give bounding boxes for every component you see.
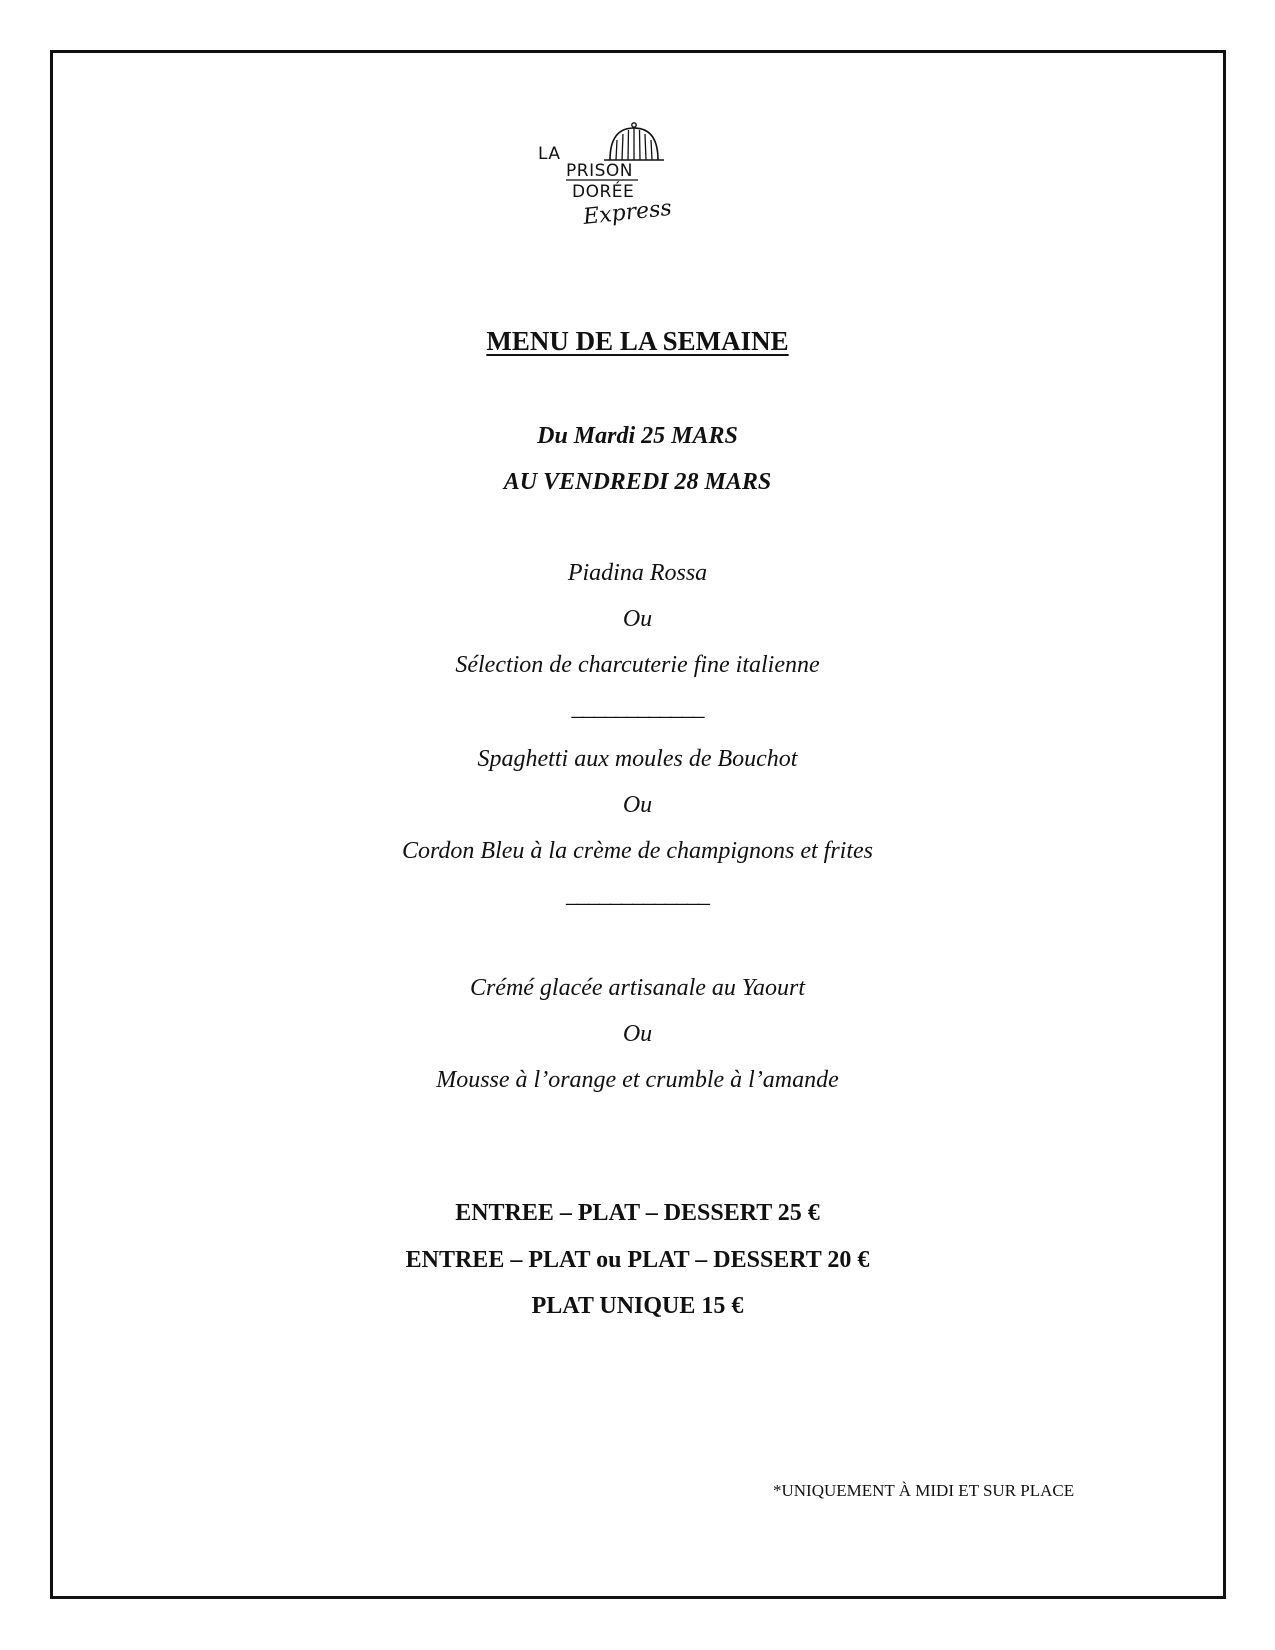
main-option-2: Cordon Bleu à la crème de champignons et frites [401,838,874,864]
dessert-option-1: Crémé glacée artisanale au Yaourt [469,975,806,1001]
logo-script: Express [582,195,673,230]
main-or: Ou [622,792,653,818]
separator-2: _____________ [566,882,709,908]
price-formula-2: ENTREE – PLAT ou PLAT – DESSERT 20 € [405,1247,870,1273]
menu-title: MENU DE LA SEMAINE [486,326,789,356]
page-border [50,50,1226,1599]
dessert-or: Ou [622,1021,653,1047]
main-option-1: Spaghetti aux moules de Bouchot [477,746,798,772]
price-formula-3: PLAT UNIQUE 15 € [531,1293,744,1319]
starter-option-1: Piadina Rossa [567,560,708,586]
starter-or: Ou [622,606,653,632]
dessert-option-2: Mousse à l’orange et crumble à l’amande [436,1067,839,1093]
footnote: *UNIQUEMENT À MIDI ET SUR PLACE [773,1481,1075,1500]
logo-line-3: DORÉE [572,182,635,202]
date-from: Du Mardi 25 MARS [537,423,738,449]
restaurant-logo [538,120,700,245]
date-to: AU VENDREDI 28 MARS [503,469,772,495]
starter-option-2: Sélection de charcuterie fine italienne [455,652,820,678]
dome-icon [538,120,700,245]
logo-line-2: PRISON [566,161,633,181]
price-formula-1: ENTREE – PLAT – DESSERT 25 € [455,1200,820,1226]
logo-line-1: LA [538,144,561,164]
separator-1: ____________ [571,695,704,721]
